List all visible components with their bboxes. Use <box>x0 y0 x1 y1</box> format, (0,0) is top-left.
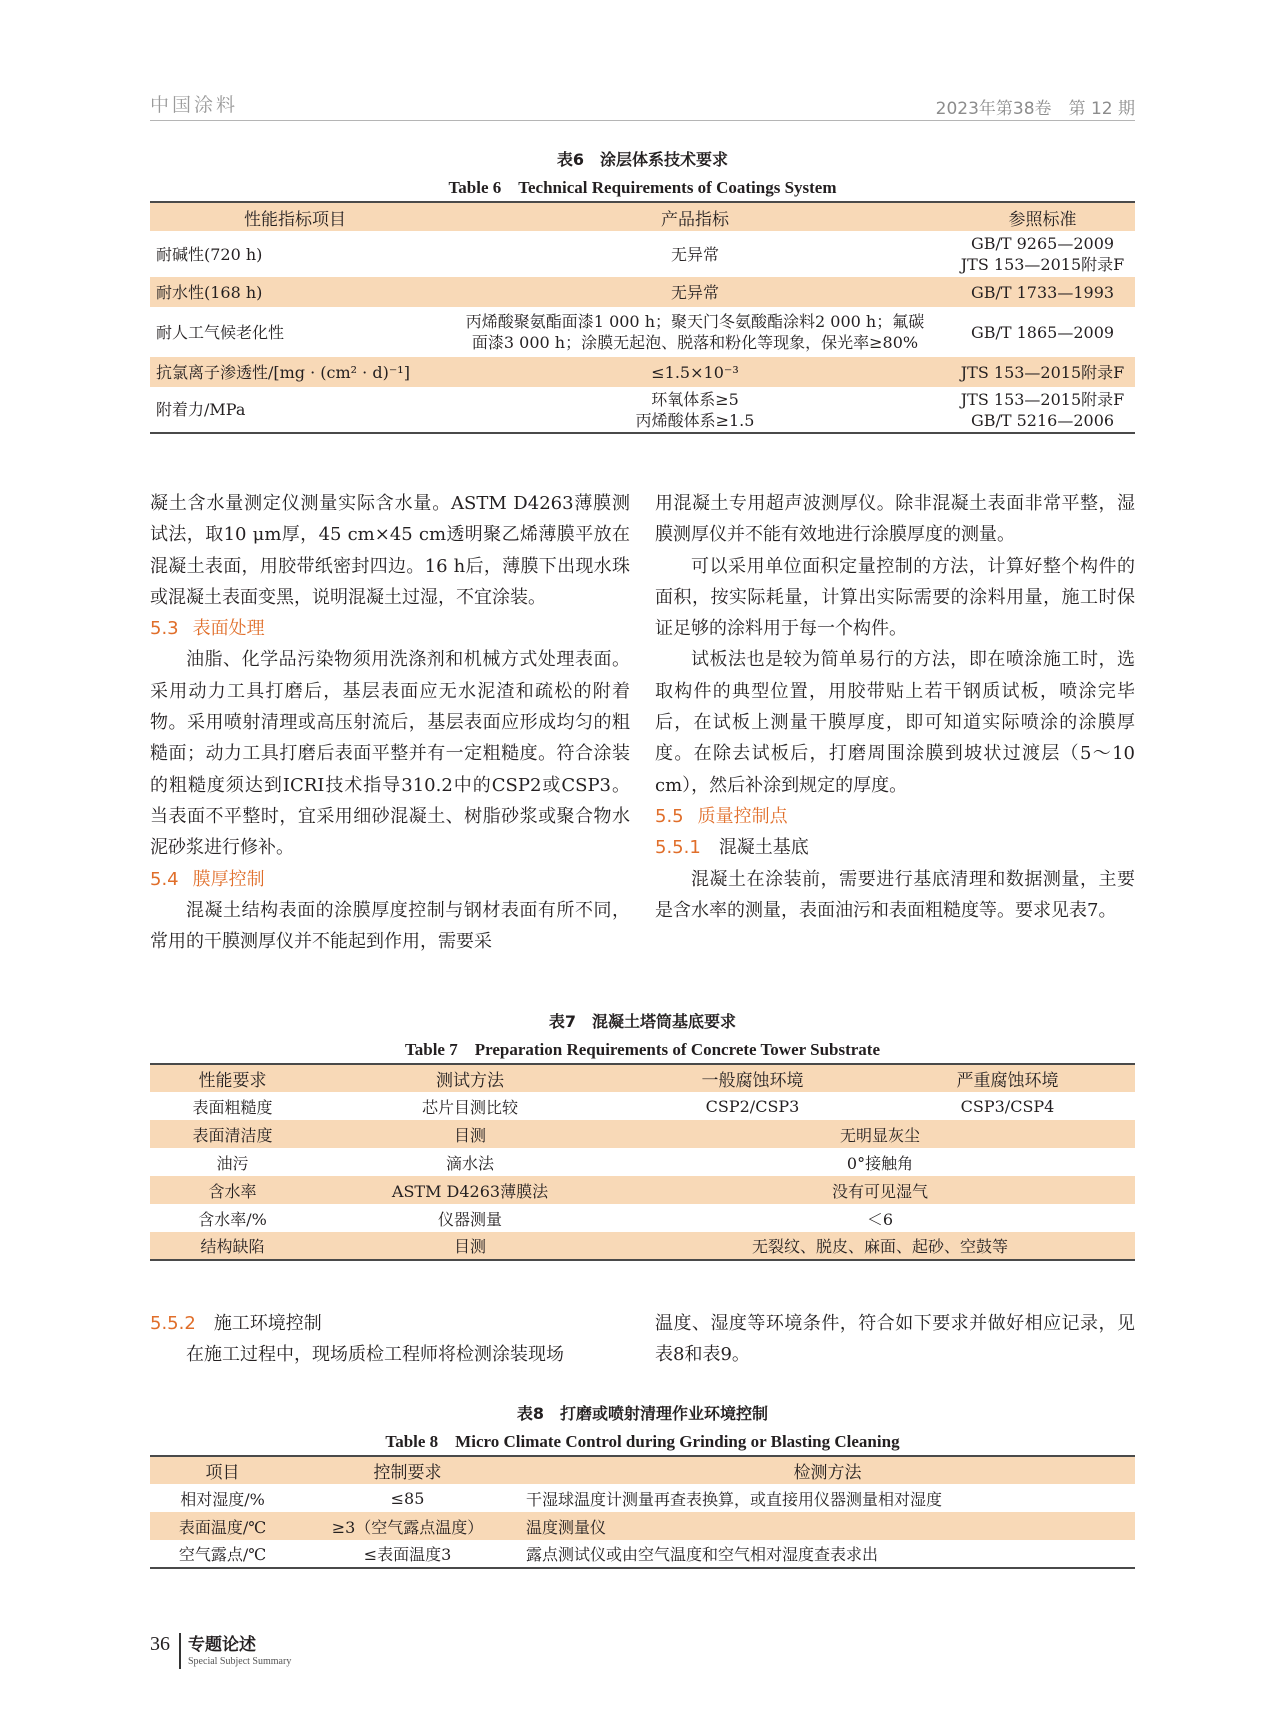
table7-merged-cell: ＜6 <box>866 1209 894 1229</box>
table7-method-cell: ASTM D4263薄膜法 <box>315 1176 625 1204</box>
section-title: 混凝土基底 <box>718 837 809 859</box>
table7-general-cell: CSP2/CSP3 <box>705 1096 800 1116</box>
table8-header-cell: 检测方法 <box>520 1456 1135 1484</box>
table6-std-cell <box>950 387 1135 433</box>
table7-header-cell: 性能要求 <box>150 1064 315 1092</box>
footer-section-en: Special Subject Summary <box>188 1656 292 1667</box>
table7-header-cell: 严重腐蚀环境 <box>880 1064 1135 1092</box>
table8-caption-zh: 表8 打磨或喷射清理作业环境控制 <box>516 1404 769 1423</box>
table6-header-cell: 参照标准 <box>950 202 1135 231</box>
table7-method-cell: 芯片目测比较 <box>421 1097 518 1117</box>
table8-method-cell: 露点测试仪或由空气温度和空气相对湿度查表求出 <box>526 1545 879 1564</box>
table7-item-cell: 油污 <box>216 1153 249 1173</box>
table6-std-cell <box>950 357 1135 387</box>
body-paragraph: 试板法也是较为简单易行的方法，即在喷涂施工时，选取构件的典型位置，用胶带贴上若干钢质试板，喷涂完毕后，在试板上测量干膜厚度，即可知道实际喷涂的涂膜厚度。在除去试板后，打磨周围涂膜到坡状过渡层（5～10 cm），然后补涂到规定的厚度。 <box>655 649 1135 796</box>
section-heading <box>655 801 1135 832</box>
table6-item-cell: 抗氯离子渗透性/[mg · (cm² · d)⁻¹] <box>150 357 440 387</box>
table7-item-cell: 表面粗糙度 <box>192 1097 273 1117</box>
table7-merged-cell: 无明显灰尘 <box>625 1120 1135 1148</box>
table7-row <box>150 1204 1135 1232</box>
section-title: 表面处理 <box>192 618 265 640</box>
table6-std-cell-line: JTS 153—2015附录F <box>960 389 1125 409</box>
table6-std-cell <box>950 231 1135 277</box>
table6-std-cell-line: GB/T 1733—1993 <box>970 282 1115 302</box>
section-heading <box>150 1308 630 1339</box>
body-paragraph: 用混凝土专用超声波测厚仪。除非混凝土表面非常平整，湿膜测厚仪并不能有效地进行涂膜厚度的测量。 <box>655 493 1135 546</box>
table7-merged-cell: 0°接触角 <box>846 1153 914 1173</box>
section-number: 5.5 <box>655 805 684 827</box>
table7-row <box>150 1148 1135 1176</box>
table8-item-cell: 表面温度/℃ <box>150 1512 295 1540</box>
table8-row <box>150 1484 1135 1512</box>
body-paragraph: 可以采用单位面积定量控制的方法，计算好整个构件的面积，按实际耗量，计算出实际需要的涂料用量，施工时保证足够的涂料用于每一个构件。 <box>655 555 1135 640</box>
right-column-lower <box>655 1308 1135 1371</box>
table7-item-cell: 结构缺陷 <box>150 1232 315 1260</box>
table8-header-cell: 控制要求 <box>295 1456 520 1484</box>
table6-item-cell: 耐水性(168 h) <box>150 277 440 307</box>
table6-item-cell: 耐人工气候老化性 <box>156 322 285 342</box>
table7-row <box>150 1176 1135 1204</box>
table6-header-cell: 性能指标项目 <box>150 202 440 231</box>
table8-req-cell: ≤85 <box>390 1488 425 1508</box>
table7-item-cell: 含水率 <box>150 1176 315 1204</box>
section-heading <box>655 832 1135 863</box>
table6-header-cell: 产品指标 <box>440 202 950 231</box>
body-paragraph: 温度、湿度等环境条件，符合如下要求并做好相应记录，见表8和表9。 <box>655 1313 1135 1366</box>
body-paragraph: 油脂、化学品污染物须用洗涤剂和机械方式处理表面。采用动力工具打磨后，基层表面应无水泥渣和疏松的附着物。采用喷射清理或高压射流后，基层表面应形成均匀的粗糙面；动力工具打磨后表面平整并有一定粗糙度。符合涂装的粗糙度须达到ICRI技术指导310.2中的CSP2或CSP3。当表面不平整时，宜采用细砂混凝土、树脂砂浆或聚合物水泥砂浆进行修补。 <box>150 649 630 859</box>
table6 <box>150 201 1135 434</box>
table6-header-row <box>150 202 1135 231</box>
table7-method-cell: 目测 <box>315 1232 625 1260</box>
section-number: 5.4 <box>150 868 179 890</box>
table7-row <box>150 1120 1135 1148</box>
page-number: 36 <box>150 1633 170 1655</box>
section-title: 膜厚控制 <box>192 868 265 890</box>
table6-spec-cell <box>440 307 950 357</box>
table6-caption-zh: 表6 涂层体系技术要求 <box>556 150 729 169</box>
table7-row <box>150 1092 1135 1120</box>
table7-merged-cell: 没有可见湿气 <box>625 1176 1135 1204</box>
table6-spec-cell-line: 面漆3 000 h；涂膜无起泡、脱落和粉化等现象，保光率≥80% <box>471 333 919 352</box>
left-column-lower <box>150 1308 630 1371</box>
table6-std-cell <box>950 277 1135 307</box>
table6-spec-cell <box>440 357 950 387</box>
table7-header-cell: 测试方法 <box>315 1064 625 1092</box>
table6-std-cell-line: GB/T 1865—2009 <box>970 322 1115 342</box>
table6-caption-en: Table 6 Technical Requirements of Coatings System <box>448 178 837 197</box>
table7-caption-en: Table 7 Preparation Requirements of Concrete Tower Substrate <box>404 1040 881 1059</box>
table7-severe-cell: CSP3/CSP4 <box>960 1096 1055 1116</box>
body-paragraph: 混凝土在涂装前，需要进行基底清理和数据测量，主要是含水率的测量，表面油污和表面粗糙度等。要求见表7。 <box>655 868 1135 921</box>
table8-item-cell: 相对湿度/% <box>180 1489 265 1509</box>
table6-spec-cell-line: 丙烯酸体系≥1.5 <box>635 410 755 430</box>
section-heading <box>150 613 630 644</box>
table6-spec-cell <box>440 231 950 277</box>
table6-spec-cell-line: 无异常 <box>670 282 719 302</box>
table6-spec-cell-line: 无异常 <box>670 244 719 264</box>
table6-row <box>150 231 1135 277</box>
table8-item-cell: 空气露点/℃ <box>178 1545 267 1564</box>
section-title: 施工环境控制 <box>213 1313 322 1334</box>
footer-section-zh: 专题论述 <box>188 1635 256 1655</box>
footer-divider <box>179 1633 181 1669</box>
journal-name: 中国涂料 <box>150 94 239 116</box>
section-number: 5.5.1 <box>655 837 701 859</box>
table7-method-cell: 仪器测量 <box>437 1209 502 1229</box>
table8-row <box>150 1540 1135 1568</box>
table6-spec-cell-line: 丙烯酸聚氨酯面漆1 000 h；聚天门冬氨酸酯涂料2 000 h；氟碳 <box>465 312 925 331</box>
section-number: 5.5.2 <box>150 1313 196 1334</box>
table8-row <box>150 1512 1135 1540</box>
table6-row <box>150 387 1135 433</box>
body-paragraph: 在施工过程中，现场质检工程师将检测涂装现场 <box>186 1344 564 1366</box>
table7-header-cell: 一般腐蚀环境 <box>625 1064 880 1092</box>
table6-std-cell-line: JTS 153—2015附录F <box>960 362 1125 382</box>
table8-req-cell: ≤表面温度3 <box>363 1545 452 1564</box>
table6-spec-cell-line: 环氧体系≥5 <box>651 389 739 409</box>
table8-header-row <box>150 1456 1135 1484</box>
section-heading <box>150 864 630 895</box>
table7-header-row <box>150 1064 1135 1092</box>
header-rule <box>150 120 1135 121</box>
table6-caption <box>150 146 1135 202</box>
table6-row <box>150 277 1135 307</box>
table7-method-cell: 滴水法 <box>445 1153 494 1173</box>
table8 <box>150 1455 1135 1569</box>
table7-row <box>150 1232 1135 1260</box>
issue-info: 2023年第38卷 第 12 期 <box>935 99 1135 119</box>
table6-spec-cell <box>440 277 950 307</box>
table8-header-cell: 项目 <box>150 1456 295 1484</box>
table7-merged-cell: 无裂纹、脱皮、麻面、起砂、空鼓等 <box>625 1232 1135 1260</box>
table6-std-cell <box>950 307 1135 357</box>
table6-std-cell-line: JTS 153—2015附录F <box>960 255 1125 274</box>
table6-item-cell: 附着力/MPa <box>156 400 246 419</box>
table7 <box>150 1063 1135 1261</box>
section-title: 质量控制点 <box>697 805 788 827</box>
body-paragraph: 凝土含水量测定仪测量实际含水量。ASTM D4263薄膜测试法，取10 μm厚，45 cm×45 cm透明聚乙烯薄膜平放在混凝土表面，用胶带纸密封四边。16 h后，薄膜下出现水珠或混凝土表面变黑，说明混凝土过湿，不宜涂装。 <box>150 493 630 608</box>
table8-req-cell: ≥3（空气露点温度） <box>295 1512 520 1540</box>
table8-caption <box>150 1400 1135 1456</box>
table8-caption-en: Table 8 Micro Climate Control during Grinding or Blasting Cleaning <box>385 1432 900 1451</box>
table6-std-cell-line: GB/T 9265—2009 <box>970 234 1115 253</box>
table8-method-cell: 温度测量仪 <box>520 1512 1135 1540</box>
table8-method-cell: 干湿球温度计测量再查表换算，或直接用仪器测量相对湿度 <box>526 1489 943 1509</box>
table7-caption <box>150 1008 1135 1064</box>
table6-spec-cell-line: ≤1.5×10⁻³ <box>651 362 739 382</box>
right-column-upper <box>655 488 1135 926</box>
left-column-upper <box>150 488 630 957</box>
table6-std-cell-line: GB/T 5216—2006 <box>970 410 1115 430</box>
table7-item-cell: 含水率/% <box>198 1209 267 1229</box>
table6-row <box>150 307 1135 357</box>
table6-row <box>150 357 1135 387</box>
table7-caption-zh: 表7 混凝土塔筒基底要求 <box>548 1012 737 1031</box>
table6-spec-cell <box>440 387 950 433</box>
section-number: 5.3 <box>150 618 179 640</box>
table6-item-cell: 耐碱性(720 h) <box>156 244 263 264</box>
table7-method-cell: 目测 <box>315 1120 625 1148</box>
body-paragraph: 混凝土结构表面的涂膜厚度控制与钢材表面有所不同，常用的干膜测厚仪并不能起到作用，需要采 <box>150 899 630 953</box>
table7-item-cell: 表面清洁度 <box>150 1120 315 1148</box>
